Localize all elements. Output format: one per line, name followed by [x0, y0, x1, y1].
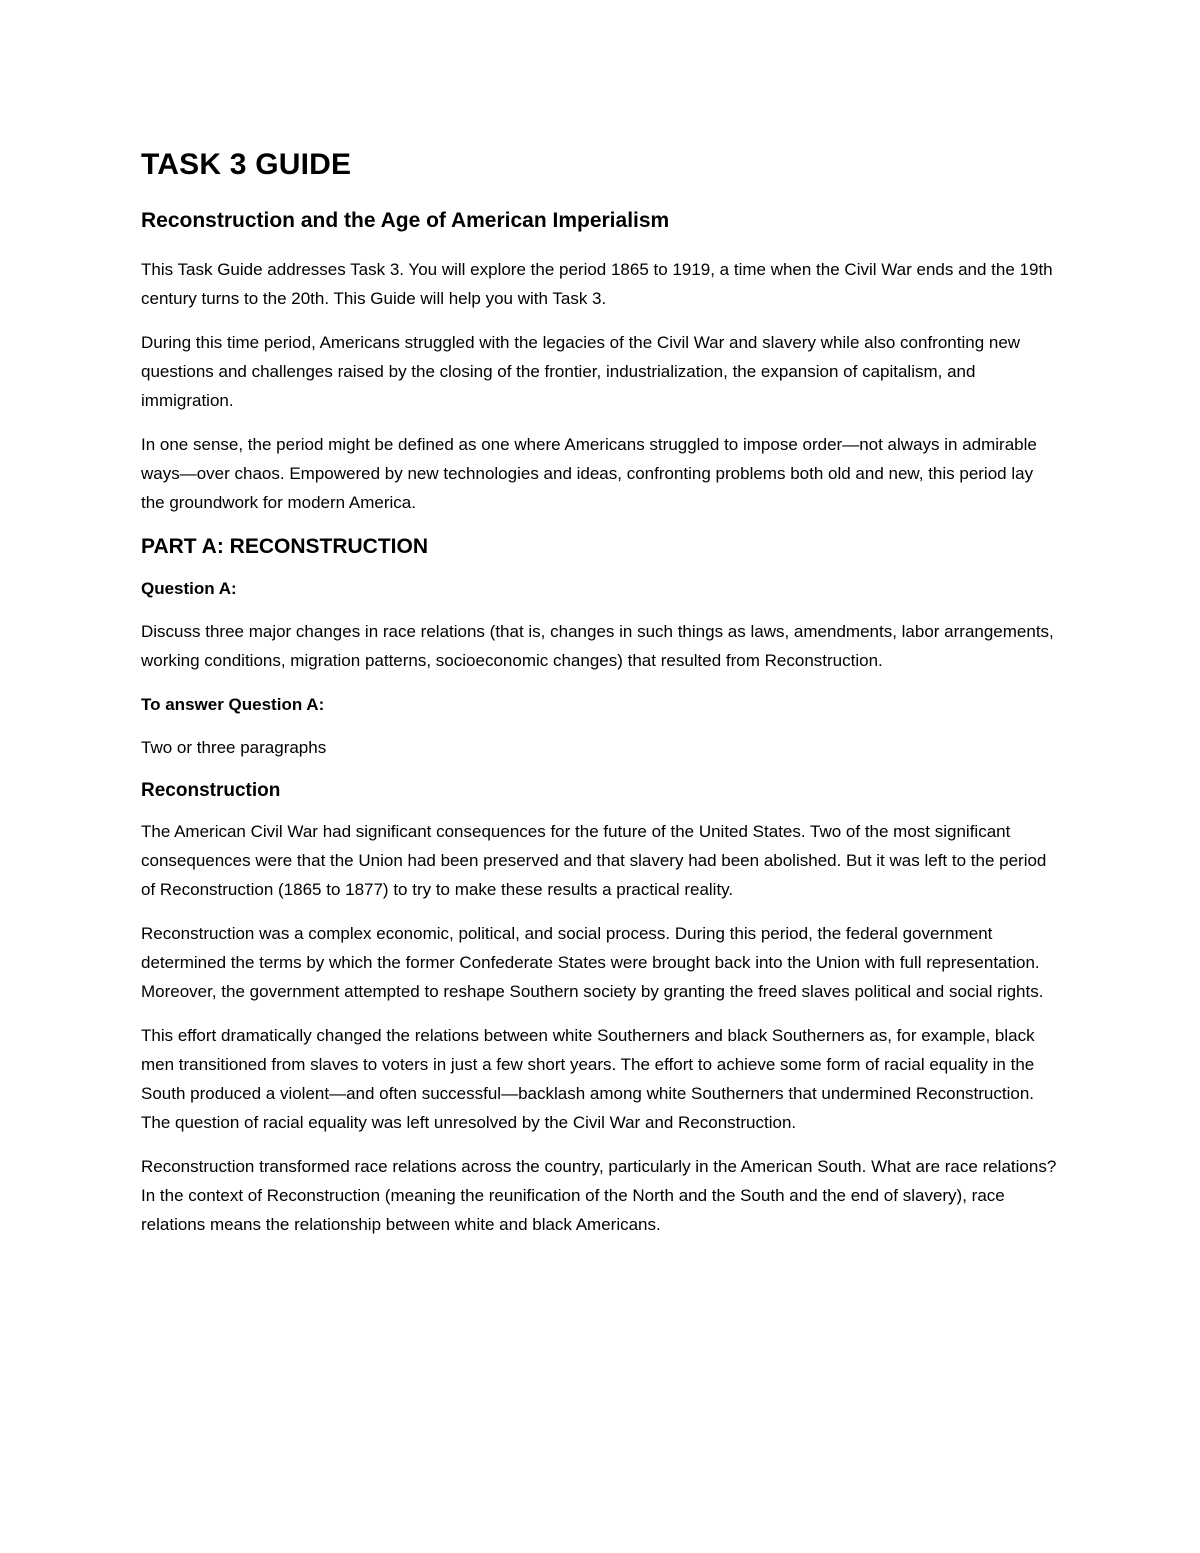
answer-a-label: To answer Question A: [141, 695, 325, 714]
intro-paragraph-1: This Task Guide addresses Task 3. You will explore the period 1865 to 1919, a time when the Civil War ends and the 19th century turns to the 20th. This Guide will help you with Task 3. [141, 260, 1053, 308]
reconstruction-paragraph-3: This effort dramatically changed the relations between white Southerners and black Southerners as, for example, black men transitioned from slaves to voters in just a few short years. The effort to achieve some form of racial equality in the South produced a violent—and often successful—backlash among white Southerners that undermined Reconstruction. The question of racial equality was left unresolved by the Civil War and Reconstruction. [141, 1026, 1035, 1132]
reconstruction-paragraph-1: The American Civil War had significant consequences for the future of the United States. Two of the most significant consequences were that the Union had been preserved and that slavery had been abolished. But it was left to the period of Reconstruction (1865 to 1877) to try to make these results a practical reality. [141, 822, 1047, 899]
question-a-text: Discuss three major changes in race relations (that is, changes in such things as laws, amendments, labor arrangements, working conditions, migration patterns, socioeconomic changes) that resulted from Reconstruction. [141, 622, 1054, 670]
part-a-heading: PART A: RECONSTRUCTION [141, 535, 428, 558]
document-title: TASK 3 GUIDE [141, 148, 352, 181]
document-body [141, 255, 1061, 1254]
reconstruction-paragraph-4: Reconstruction transformed race relations across the country, particularly in the American South. What are race relations? In the context of Reconstruction (meaning the reunification of the North and the South and the end of slavery), race relations means the relationship between white and black Americans. [141, 1157, 1057, 1234]
reconstruction-heading: Reconstruction [141, 780, 281, 801]
document-page [141, 0, 1061, 1553]
reconstruction-paragraph-2: Reconstruction was a complex economic, political, and social process. During this period, the federal government determined the terms by which the former Confederate States were brought back into the Union with full representation. Moreover, the government attempted to reshape Southern society by granting the freed slaves political and social rights. [141, 924, 1044, 1001]
document-subtitle: Reconstruction and the Age of American Imperialism [141, 209, 670, 232]
question-a-label: Question A: [141, 579, 237, 598]
intro-paragraph-2: During this time period, Americans struggled with the legacies of the Civil War and slavery while also confronting new questions and challenges raised by the closing of the frontier, industrialization, the expansion of capitalism, and immigration. [141, 333, 1021, 410]
intro-paragraph-3: In one sense, the period might be defined as one where Americans struggled to impose order—not always in admirable ways—over chaos. Empowered by new technologies and ideas, confronting problems both old and new, this period lay the groundwork for modern America. [141, 435, 1037, 512]
answer-a-text: Two or three paragraphs [141, 738, 327, 757]
